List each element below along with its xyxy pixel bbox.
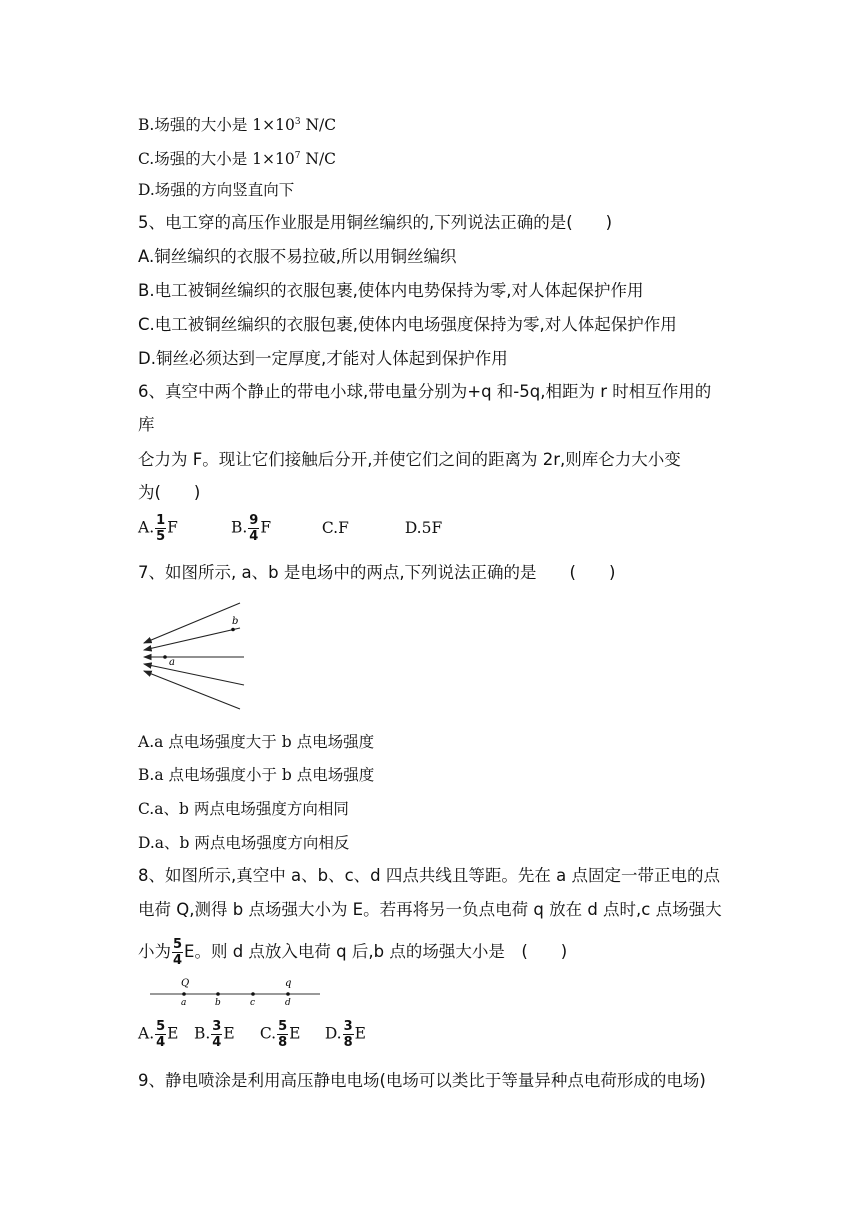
fraction-numerator: 5 bbox=[173, 937, 183, 952]
fraction-numerator: 3 bbox=[343, 1019, 353, 1034]
point-d-dot bbox=[286, 992, 290, 996]
q8-option-suffix: E bbox=[167, 1024, 179, 1043]
q6-option-b bbox=[231, 514, 317, 543]
q8-stem-line3-suffix: E。则 d 点放入电荷 q 后,b 点的场强大小是 ( ) bbox=[184, 942, 568, 961]
point-a-dot bbox=[163, 655, 167, 659]
q8-options bbox=[138, 1020, 366, 1049]
q4-option-b-text: B.场强的大小是 1×10 bbox=[138, 116, 295, 135]
fraction-denominator: 5 bbox=[156, 529, 166, 544]
fraction-numerator: 1 bbox=[156, 513, 166, 528]
label-Q: Q bbox=[181, 978, 190, 989]
q8-stem-line3 bbox=[138, 938, 567, 967]
field-line bbox=[144, 664, 244, 685]
field-line bbox=[144, 671, 240, 709]
q8-option-suffix: E bbox=[289, 1024, 301, 1043]
q4-option-b-exponent: 3 bbox=[294, 117, 301, 127]
field-line bbox=[144, 628, 240, 650]
q8-option-fraction bbox=[277, 1020, 288, 1049]
q6-stem-line4: 为( ) bbox=[138, 483, 201, 502]
q8-option-fraction bbox=[155, 1020, 166, 1049]
q5-stem: 5、电工穿的高压作业服是用铜丝编织的,下列说法正确的是( ) bbox=[138, 213, 613, 232]
q9-stem-line1: 9、静电喷涂是利用高压静电电场(电场可以类比于等量异种点电荷形成的电场) bbox=[138, 1071, 706, 1090]
q8-stem-fraction bbox=[172, 938, 183, 967]
fraction-numerator: 3 bbox=[212, 1019, 222, 1034]
q4-option-c-unit: N/C bbox=[300, 150, 337, 169]
q8-option-suffix: E bbox=[223, 1024, 235, 1043]
fraction-denominator: 4 bbox=[156, 1035, 166, 1050]
q8-option-fraction bbox=[211, 1020, 222, 1049]
q7-option-c: C.a、b 两点电场强度方向相同 bbox=[138, 800, 349, 818]
q8-stem-line3-prefix: 小为 bbox=[138, 942, 171, 961]
q6-option-a bbox=[138, 514, 226, 543]
point-a-dot bbox=[182, 992, 186, 996]
label-b: b bbox=[232, 616, 239, 627]
q6-option-a-prefix: A. bbox=[138, 518, 155, 537]
q8-option-b bbox=[194, 1020, 255, 1049]
label-b: b bbox=[215, 998, 221, 1008]
fraction-numerator: 9 bbox=[249, 513, 259, 528]
fraction-denominator: 4 bbox=[249, 529, 259, 544]
q6-option-a-fraction bbox=[155, 514, 166, 543]
q5-option-c: C.电工被铜丝编织的衣服包裹,使体内电场强度保持为零,对人体起保护作用 bbox=[138, 315, 677, 334]
q4-option-d: D.场强的方向竖直向下 bbox=[138, 181, 295, 199]
q4-option-c-text: C.场强的大小是 1×10 bbox=[138, 150, 295, 169]
point-c-dot bbox=[251, 992, 255, 996]
q8-option-d bbox=[325, 1020, 366, 1049]
q8-collinear-points-figure bbox=[148, 974, 324, 1008]
q8-stem-line2: 电荷 Q,测得 b 点场强大小为 E。若再将另一负点电荷 q 放在 d 点时,c 点场强大 bbox=[138, 900, 722, 919]
label-a: a bbox=[181, 998, 187, 1008]
q7-stem: 7、如图所示, a、b 是电场中的两点,下列说法正确的是 ( ) bbox=[138, 563, 616, 582]
q5-option-a: A.铜丝编织的衣服不易拉破,所以用铜丝编织 bbox=[138, 247, 457, 266]
label-d: d bbox=[285, 998, 291, 1008]
q5-option-b: B.电工被铜丝编织的衣服包裹,使体内电势保持为零,对人体起保护作用 bbox=[138, 281, 644, 300]
point-b-dot bbox=[216, 992, 220, 996]
q8-option-suffix: E bbox=[354, 1024, 366, 1043]
q6-option-d: D.5F bbox=[404, 518, 443, 537]
fraction-numerator: 5 bbox=[156, 1019, 166, 1034]
q4-option-c-exponent: 7 bbox=[294, 151, 301, 161]
q8-option-prefix: A. bbox=[138, 1024, 155, 1043]
label-q: q bbox=[285, 978, 292, 989]
q5-option-d: D.铜丝必须达到一定厚度,才能对人体起到保护作用 bbox=[138, 349, 508, 368]
fraction-denominator: 4 bbox=[173, 953, 183, 968]
point-b-dot bbox=[231, 628, 235, 632]
fraction-denominator: 8 bbox=[278, 1035, 288, 1050]
q7-option-d: D.a、b 两点电场强度方向相反 bbox=[138, 834, 350, 852]
fraction-denominator: 4 bbox=[212, 1035, 222, 1050]
q4-option-b bbox=[138, 111, 336, 136]
fraction-numerator: 5 bbox=[278, 1019, 288, 1034]
fraction-denominator: 8 bbox=[343, 1035, 353, 1050]
q8-option-c bbox=[260, 1020, 320, 1049]
q8-option-prefix: B. bbox=[193, 1024, 211, 1043]
field-line bbox=[144, 603, 240, 643]
q7-option-b: B.a 点电场强度小于 b 点电场强度 bbox=[138, 766, 375, 784]
q6-option-b-suffix: F bbox=[260, 518, 272, 537]
q8-option-prefix: C. bbox=[259, 1024, 277, 1043]
q4-option-b-unit: N/C bbox=[300, 116, 337, 135]
q6-option-b-fraction bbox=[248, 514, 259, 543]
q6-option-c: C.F bbox=[321, 518, 349, 537]
q8-option-a bbox=[138, 1020, 189, 1049]
label-c: c bbox=[250, 998, 256, 1008]
q7-field-lines-figure bbox=[138, 598, 250, 712]
q6-stem-line2: 库 bbox=[138, 415, 155, 434]
q8-option-prefix: D. bbox=[324, 1024, 342, 1043]
q6-options bbox=[138, 514, 442, 543]
q7-option-a: A.a 点电场强度大于 b 点电场强度 bbox=[138, 733, 375, 751]
q6-option-b-prefix: B. bbox=[230, 518, 248, 537]
q4-option-c bbox=[138, 145, 336, 170]
q6-stem-line1: 6、真空中两个静止的带电小球,带电量分别为+q 和-5q,相距为 r 时相互作用的 bbox=[138, 382, 712, 401]
q8-option-fraction bbox=[343, 1020, 354, 1049]
q8-stem-line1: 8、如图所示,真空中 a、b、c、d 四点共线且等距。先在 a 点固定一带正电的点 bbox=[138, 866, 720, 885]
q6-stem-line3: 仑力为 F。现让它们接触后分开,并使它们之间的距离为 2r,则库仑力大小变 bbox=[138, 450, 681, 469]
label-a: a bbox=[169, 657, 175, 668]
q6-option-a-suffix: F bbox=[167, 518, 178, 537]
